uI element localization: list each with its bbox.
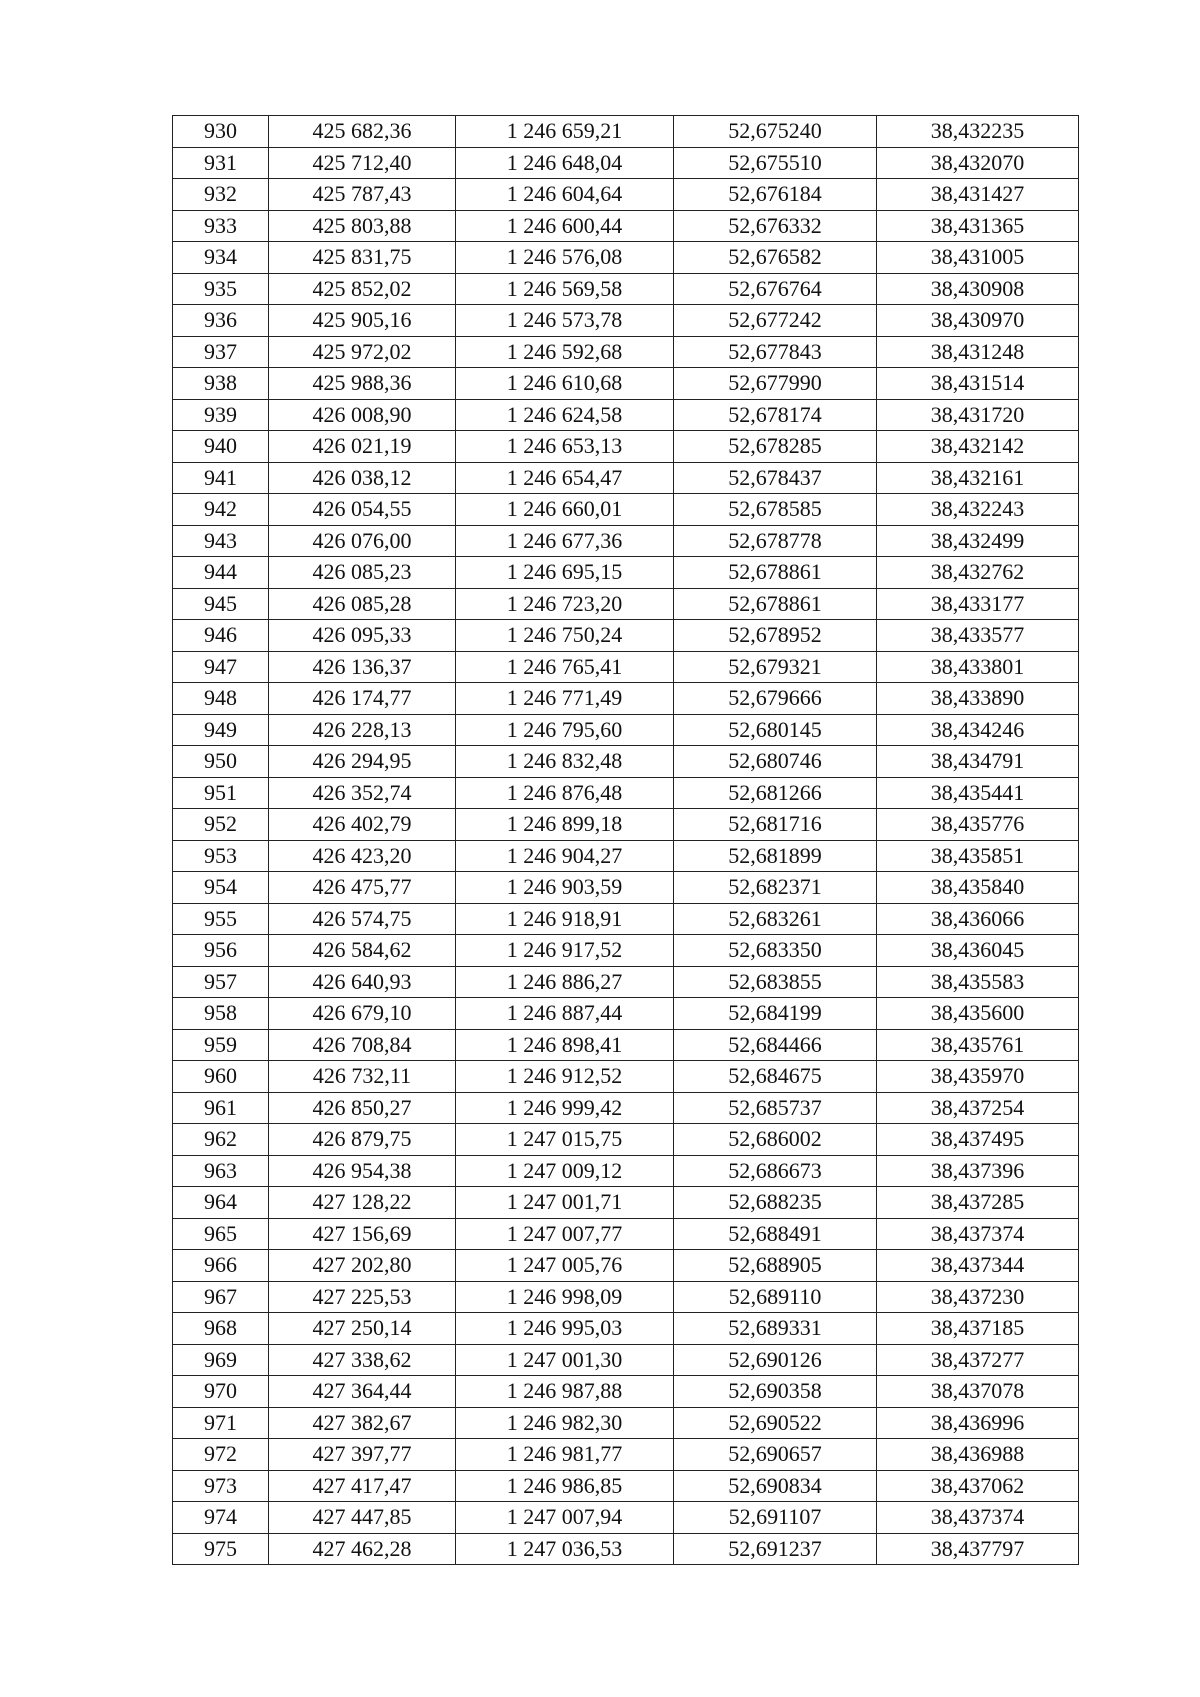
point-number-cell: 931 <box>173 147 269 179</box>
y-coordinate-cell: 1 246 660,01 <box>456 494 674 526</box>
longitude-cell: 38,435840 <box>877 872 1079 904</box>
table-row <box>173 777 1079 809</box>
table-row <box>173 431 1079 463</box>
x-coordinate-cell: 427 382,67 <box>269 1407 456 1439</box>
longitude-cell: 38,431365 <box>877 210 1079 242</box>
point-number-cell: 965 <box>173 1218 269 1250</box>
x-coordinate-cell: 427 156,69 <box>269 1218 456 1250</box>
point-number-cell: 933 <box>173 210 269 242</box>
point-number-cell: 967 <box>173 1281 269 1313</box>
table-row <box>173 1155 1079 1187</box>
y-coordinate-cell: 1 246 604,64 <box>456 179 674 211</box>
x-coordinate-cell: 426 402,79 <box>269 809 456 841</box>
point-number-cell: 940 <box>173 431 269 463</box>
table-row <box>173 683 1079 715</box>
point-number-cell: 949 <box>173 714 269 746</box>
latitude-cell: 52,688235 <box>674 1187 877 1219</box>
x-coordinate-cell: 426 085,23 <box>269 557 456 589</box>
latitude-cell: 52,681899 <box>674 840 877 872</box>
table-row <box>173 336 1079 368</box>
x-coordinate-cell: 427 447,85 <box>269 1502 456 1534</box>
table-row <box>173 1029 1079 1061</box>
latitude-cell: 52,682371 <box>674 872 877 904</box>
latitude-cell: 52,691107 <box>674 1502 877 1534</box>
table-row <box>173 746 1079 778</box>
latitude-cell: 52,686002 <box>674 1124 877 1156</box>
table-row <box>173 557 1079 589</box>
latitude-cell: 52,680145 <box>674 714 877 746</box>
point-number-cell: 951 <box>173 777 269 809</box>
x-coordinate-cell: 426 021,19 <box>269 431 456 463</box>
x-coordinate-cell: 426 038,12 <box>269 462 456 494</box>
point-number-cell: 955 <box>173 903 269 935</box>
y-coordinate-cell: 1 246 795,60 <box>456 714 674 746</box>
y-coordinate-cell: 1 247 015,75 <box>456 1124 674 1156</box>
point-number-cell: 961 <box>173 1092 269 1124</box>
table-row <box>173 1313 1079 1345</box>
latitude-cell: 52,684675 <box>674 1061 877 1093</box>
x-coordinate-cell: 426 850,27 <box>269 1092 456 1124</box>
table-row <box>173 305 1079 337</box>
table-row <box>173 210 1079 242</box>
longitude-cell: 38,431427 <box>877 179 1079 211</box>
y-coordinate-cell: 1 246 999,42 <box>456 1092 674 1124</box>
longitude-cell: 38,432070 <box>877 147 1079 179</box>
longitude-cell: 38,431514 <box>877 368 1079 400</box>
latitude-cell: 52,683855 <box>674 966 877 998</box>
y-coordinate-cell: 1 246 986,85 <box>456 1470 674 1502</box>
y-coordinate-cell: 1 246 886,27 <box>456 966 674 998</box>
x-coordinate-cell: 425 712,40 <box>269 147 456 179</box>
table-row <box>173 1092 1079 1124</box>
y-coordinate-cell: 1 246 648,04 <box>456 147 674 179</box>
latitude-cell: 52,678437 <box>674 462 877 494</box>
table-row <box>173 1061 1079 1093</box>
point-number-cell: 973 <box>173 1470 269 1502</box>
table-row <box>173 242 1079 274</box>
latitude-cell: 52,677990 <box>674 368 877 400</box>
table-row <box>173 872 1079 904</box>
point-number-cell: 962 <box>173 1124 269 1156</box>
table-row <box>173 1218 1079 1250</box>
point-number-cell: 939 <box>173 399 269 431</box>
longitude-cell: 38,437374 <box>877 1502 1079 1534</box>
point-number-cell: 947 <box>173 651 269 683</box>
x-coordinate-cell: 426 640,93 <box>269 966 456 998</box>
table-row <box>173 399 1079 431</box>
point-number-cell: 952 <box>173 809 269 841</box>
table-row <box>173 840 1079 872</box>
latitude-cell: 52,680746 <box>674 746 877 778</box>
longitude-cell: 38,432161 <box>877 462 1079 494</box>
x-coordinate-cell: 426 085,28 <box>269 588 456 620</box>
latitude-cell: 52,675240 <box>674 116 877 148</box>
point-number-cell: 964 <box>173 1187 269 1219</box>
point-number-cell: 945 <box>173 588 269 620</box>
y-coordinate-cell: 1 246 995,03 <box>456 1313 674 1345</box>
x-coordinate-cell: 425 852,02 <box>269 273 456 305</box>
coordinates-table <box>172 115 1079 1565</box>
latitude-cell: 52,691237 <box>674 1533 877 1565</box>
latitude-cell: 52,690522 <box>674 1407 877 1439</box>
y-coordinate-cell: 1 246 610,68 <box>456 368 674 400</box>
longitude-cell: 38,431248 <box>877 336 1079 368</box>
x-coordinate-cell: 427 417,47 <box>269 1470 456 1502</box>
longitude-cell: 38,437285 <box>877 1187 1079 1219</box>
y-coordinate-cell: 1 246 917,52 <box>456 935 674 967</box>
y-coordinate-cell: 1 246 982,30 <box>456 1407 674 1439</box>
latitude-cell: 52,676332 <box>674 210 877 242</box>
latitude-cell: 52,679321 <box>674 651 877 683</box>
x-coordinate-cell: 427 397,77 <box>269 1439 456 1471</box>
x-coordinate-cell: 425 787,43 <box>269 179 456 211</box>
table-row <box>173 966 1079 998</box>
point-number-cell: 937 <box>173 336 269 368</box>
latitude-cell: 52,675510 <box>674 147 877 179</box>
latitude-cell: 52,690126 <box>674 1344 877 1376</box>
y-coordinate-cell: 1 247 005,76 <box>456 1250 674 1282</box>
table-row <box>173 620 1079 652</box>
y-coordinate-cell: 1 246 981,77 <box>456 1439 674 1471</box>
point-number-cell: 968 <box>173 1313 269 1345</box>
x-coordinate-cell: 426 076,00 <box>269 525 456 557</box>
y-coordinate-cell: 1 246 624,58 <box>456 399 674 431</box>
x-coordinate-cell: 425 972,02 <box>269 336 456 368</box>
y-coordinate-cell: 1 246 654,47 <box>456 462 674 494</box>
longitude-cell: 38,433890 <box>877 683 1079 715</box>
y-coordinate-cell: 1 246 998,09 <box>456 1281 674 1313</box>
table-row <box>173 525 1079 557</box>
x-coordinate-cell: 425 988,36 <box>269 368 456 400</box>
point-number-cell: 936 <box>173 305 269 337</box>
x-coordinate-cell: 426 954,38 <box>269 1155 456 1187</box>
longitude-cell: 38,437078 <box>877 1376 1079 1408</box>
point-number-cell: 960 <box>173 1061 269 1093</box>
latitude-cell: 52,678861 <box>674 588 877 620</box>
latitude-cell: 52,681266 <box>674 777 877 809</box>
longitude-cell: 38,432499 <box>877 525 1079 557</box>
table-row <box>173 494 1079 526</box>
table-row <box>173 1502 1079 1534</box>
table-row <box>173 462 1079 494</box>
y-coordinate-cell: 1 246 832,48 <box>456 746 674 778</box>
latitude-cell: 52,677843 <box>674 336 877 368</box>
point-number-cell: 970 <box>173 1376 269 1408</box>
longitude-cell: 38,437230 <box>877 1281 1079 1313</box>
x-coordinate-cell: 425 831,75 <box>269 242 456 274</box>
longitude-cell: 38,434246 <box>877 714 1079 746</box>
y-coordinate-cell: 1 246 569,58 <box>456 273 674 305</box>
y-coordinate-cell: 1 246 887,44 <box>456 998 674 1030</box>
y-coordinate-cell: 1 246 653,13 <box>456 431 674 463</box>
latitude-cell: 52,684199 <box>674 998 877 1030</box>
y-coordinate-cell: 1 246 918,91 <box>456 903 674 935</box>
x-coordinate-cell: 426 584,62 <box>269 935 456 967</box>
latitude-cell: 52,678585 <box>674 494 877 526</box>
x-coordinate-cell: 427 202,80 <box>269 1250 456 1282</box>
latitude-cell: 52,678285 <box>674 431 877 463</box>
x-coordinate-cell: 425 905,16 <box>269 305 456 337</box>
latitude-cell: 52,686673 <box>674 1155 877 1187</box>
y-coordinate-cell: 1 246 771,49 <box>456 683 674 715</box>
y-coordinate-cell: 1 246 659,21 <box>456 116 674 148</box>
longitude-cell: 38,437277 <box>877 1344 1079 1376</box>
longitude-cell: 38,435441 <box>877 777 1079 809</box>
point-number-cell: 975 <box>173 1533 269 1565</box>
longitude-cell: 38,433801 <box>877 651 1079 683</box>
longitude-cell: 38,436045 <box>877 935 1079 967</box>
longitude-cell: 38,432243 <box>877 494 1079 526</box>
x-coordinate-cell: 427 250,14 <box>269 1313 456 1345</box>
x-coordinate-cell: 427 128,22 <box>269 1187 456 1219</box>
longitude-cell: 38,435761 <box>877 1029 1079 1061</box>
point-number-cell: 971 <box>173 1407 269 1439</box>
point-number-cell: 959 <box>173 1029 269 1061</box>
table-row <box>173 1439 1079 1471</box>
latitude-cell: 52,684466 <box>674 1029 877 1061</box>
point-number-cell: 938 <box>173 368 269 400</box>
point-number-cell: 934 <box>173 242 269 274</box>
table-row <box>173 147 1079 179</box>
x-coordinate-cell: 426 174,77 <box>269 683 456 715</box>
point-number-cell: 948 <box>173 683 269 715</box>
y-coordinate-cell: 1 246 912,52 <box>456 1061 674 1093</box>
x-coordinate-cell: 426 228,13 <box>269 714 456 746</box>
x-coordinate-cell: 426 679,10 <box>269 998 456 1030</box>
table-row <box>173 1533 1079 1565</box>
y-coordinate-cell: 1 246 573,78 <box>456 305 674 337</box>
point-number-cell: 943 <box>173 525 269 557</box>
x-coordinate-cell: 426 475,77 <box>269 872 456 904</box>
y-coordinate-cell: 1 246 723,20 <box>456 588 674 620</box>
y-coordinate-cell: 1 247 007,77 <box>456 1218 674 1250</box>
x-coordinate-cell: 426 054,55 <box>269 494 456 526</box>
point-number-cell: 944 <box>173 557 269 589</box>
longitude-cell: 38,437344 <box>877 1250 1079 1282</box>
y-coordinate-cell: 1 246 904,27 <box>456 840 674 872</box>
point-number-cell: 957 <box>173 966 269 998</box>
table-row <box>173 1250 1079 1282</box>
latitude-cell: 52,678861 <box>674 557 877 589</box>
y-coordinate-cell: 1 247 001,30 <box>456 1344 674 1376</box>
longitude-cell: 38,430970 <box>877 305 1079 337</box>
latitude-cell: 52,683261 <box>674 903 877 935</box>
latitude-cell: 52,681716 <box>674 809 877 841</box>
longitude-cell: 38,432142 <box>877 431 1079 463</box>
x-coordinate-cell: 426 095,33 <box>269 620 456 652</box>
table-row <box>173 273 1079 305</box>
y-coordinate-cell: 1 247 001,71 <box>456 1187 674 1219</box>
y-coordinate-cell: 1 246 987,88 <box>456 1376 674 1408</box>
y-coordinate-cell: 1 246 899,18 <box>456 809 674 841</box>
latitude-cell: 52,677242 <box>674 305 877 337</box>
table-row <box>173 1376 1079 1408</box>
x-coordinate-cell: 427 338,62 <box>269 1344 456 1376</box>
y-coordinate-cell: 1 246 695,15 <box>456 557 674 589</box>
y-coordinate-cell: 1 247 036,53 <box>456 1533 674 1565</box>
point-number-cell: 953 <box>173 840 269 872</box>
x-coordinate-cell: 426 352,74 <box>269 777 456 809</box>
table-row <box>173 714 1079 746</box>
latitude-cell: 52,690358 <box>674 1376 877 1408</box>
table-row <box>173 935 1079 967</box>
longitude-cell: 38,435583 <box>877 966 1079 998</box>
longitude-cell: 38,435970 <box>877 1061 1079 1093</box>
longitude-cell: 38,437185 <box>877 1313 1079 1345</box>
latitude-cell: 52,689331 <box>674 1313 877 1345</box>
latitude-cell: 52,676764 <box>674 273 877 305</box>
x-coordinate-cell: 426 136,37 <box>269 651 456 683</box>
latitude-cell: 52,676582 <box>674 242 877 274</box>
y-coordinate-cell: 1 246 750,24 <box>456 620 674 652</box>
latitude-cell: 52,683350 <box>674 935 877 967</box>
table-row <box>173 1124 1079 1156</box>
longitude-cell: 38,436996 <box>877 1407 1079 1439</box>
point-number-cell: 966 <box>173 1250 269 1282</box>
latitude-cell: 52,690657 <box>674 1439 877 1471</box>
x-coordinate-cell: 427 225,53 <box>269 1281 456 1313</box>
longitude-cell: 38,435776 <box>877 809 1079 841</box>
longitude-cell: 38,437396 <box>877 1155 1079 1187</box>
longitude-cell: 38,434791 <box>877 746 1079 778</box>
table-row <box>173 1187 1079 1219</box>
latitude-cell: 52,678778 <box>674 525 877 557</box>
point-number-cell: 932 <box>173 179 269 211</box>
point-number-cell: 950 <box>173 746 269 778</box>
y-coordinate-cell: 1 247 009,12 <box>456 1155 674 1187</box>
latitude-cell: 52,690834 <box>674 1470 877 1502</box>
x-coordinate-cell: 426 294,95 <box>269 746 456 778</box>
point-number-cell: 941 <box>173 462 269 494</box>
x-coordinate-cell: 426 879,75 <box>269 1124 456 1156</box>
latitude-cell: 52,678952 <box>674 620 877 652</box>
x-coordinate-cell: 426 423,20 <box>269 840 456 872</box>
x-coordinate-cell: 426 708,84 <box>269 1029 456 1061</box>
coordinates-table-body <box>173 116 1079 1565</box>
longitude-cell: 38,436988 <box>877 1439 1079 1471</box>
point-number-cell: 946 <box>173 620 269 652</box>
longitude-cell: 38,433577 <box>877 620 1079 652</box>
latitude-cell: 52,688491 <box>674 1218 877 1250</box>
table-row <box>173 903 1079 935</box>
y-coordinate-cell: 1 246 765,41 <box>456 651 674 683</box>
latitude-cell: 52,689110 <box>674 1281 877 1313</box>
longitude-cell: 38,437374 <box>877 1218 1079 1250</box>
longitude-cell: 38,435851 <box>877 840 1079 872</box>
longitude-cell: 38,431720 <box>877 399 1079 431</box>
point-number-cell: 930 <box>173 116 269 148</box>
table-row <box>173 588 1079 620</box>
point-number-cell: 963 <box>173 1155 269 1187</box>
x-coordinate-cell: 427 462,28 <box>269 1533 456 1565</box>
y-coordinate-cell: 1 246 600,44 <box>456 210 674 242</box>
table-row <box>173 651 1079 683</box>
point-number-cell: 958 <box>173 998 269 1030</box>
x-coordinate-cell: 426 574,75 <box>269 903 456 935</box>
point-number-cell: 942 <box>173 494 269 526</box>
y-coordinate-cell: 1 246 677,36 <box>456 525 674 557</box>
table-row <box>173 1344 1079 1376</box>
latitude-cell: 52,678174 <box>674 399 877 431</box>
longitude-cell: 38,432762 <box>877 557 1079 589</box>
table-row <box>173 116 1079 148</box>
y-coordinate-cell: 1 247 007,94 <box>456 1502 674 1534</box>
x-coordinate-cell: 427 364,44 <box>269 1376 456 1408</box>
x-coordinate-cell: 425 803,88 <box>269 210 456 242</box>
longitude-cell: 38,437797 <box>877 1533 1079 1565</box>
x-coordinate-cell: 426 732,11 <box>269 1061 456 1093</box>
latitude-cell: 52,676184 <box>674 179 877 211</box>
point-number-cell: 974 <box>173 1502 269 1534</box>
longitude-cell: 38,436066 <box>877 903 1079 935</box>
table-row <box>173 179 1079 211</box>
table-row <box>173 1407 1079 1439</box>
longitude-cell: 38,435600 <box>877 998 1079 1030</box>
table-row <box>173 809 1079 841</box>
table-row <box>173 1281 1079 1313</box>
x-coordinate-cell: 425 682,36 <box>269 116 456 148</box>
point-number-cell: 972 <box>173 1439 269 1471</box>
y-coordinate-cell: 1 246 592,68 <box>456 336 674 368</box>
table-row <box>173 998 1079 1030</box>
point-number-cell: 969 <box>173 1344 269 1376</box>
y-coordinate-cell: 1 246 876,48 <box>456 777 674 809</box>
longitude-cell: 38,430908 <box>877 273 1079 305</box>
table-row <box>173 1470 1079 1502</box>
latitude-cell: 52,685737 <box>674 1092 877 1124</box>
point-number-cell: 956 <box>173 935 269 967</box>
latitude-cell: 52,688905 <box>674 1250 877 1282</box>
point-number-cell: 954 <box>173 872 269 904</box>
longitude-cell: 38,437062 <box>877 1470 1079 1502</box>
longitude-cell: 38,433177 <box>877 588 1079 620</box>
point-number-cell: 935 <box>173 273 269 305</box>
table-row <box>173 368 1079 400</box>
y-coordinate-cell: 1 246 898,41 <box>456 1029 674 1061</box>
longitude-cell: 38,431005 <box>877 242 1079 274</box>
latitude-cell: 52,679666 <box>674 683 877 715</box>
y-coordinate-cell: 1 246 903,59 <box>456 872 674 904</box>
x-coordinate-cell: 426 008,90 <box>269 399 456 431</box>
y-coordinate-cell: 1 246 576,08 <box>456 242 674 274</box>
longitude-cell: 38,432235 <box>877 116 1079 148</box>
longitude-cell: 38,437254 <box>877 1092 1079 1124</box>
longitude-cell: 38,437495 <box>877 1124 1079 1156</box>
